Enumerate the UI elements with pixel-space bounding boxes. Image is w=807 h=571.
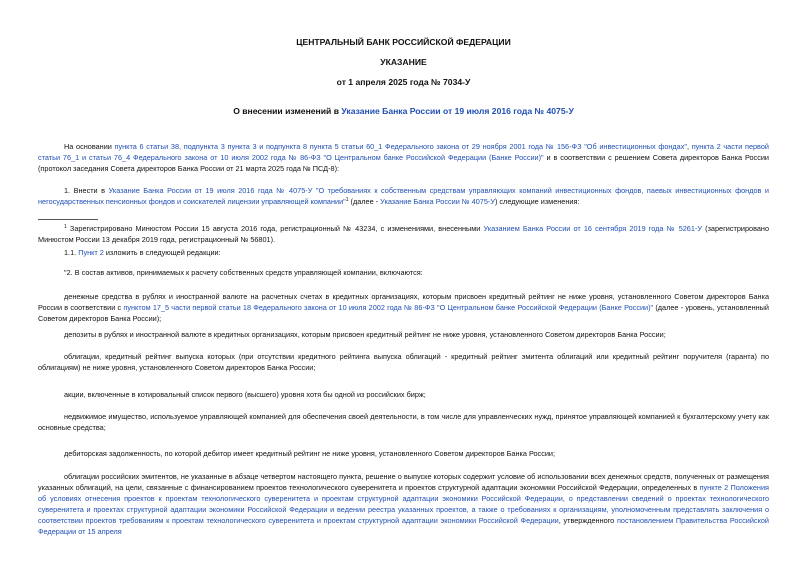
- footnote-ref[interactable]: 1: [345, 197, 349, 203]
- clause-russian-issuers: облигации российских эмитентов, не указанные в абзаце четвертом настоящего пункта, решение о выпуске которых содержит условие об использовании всех денежных средств, полученных от размещения указанных облигаций, на цели, связанные с финансированием проектов технологического суверенитета и проектов структурной адаптации экономики Российской Федерации, определенных в пункте 2 Положения об условиях отнесения проектов к проектам технологического суверенитета и проектам структурной адаптации экономики Российской Федерации, о представлении сведений о проектах технологического суверенитета и проектах структурной адаптации экономики Российской Федерации и ведении реестра указанных проектов, а также о требованиях к организациям, уполномоченным представлять заключения о соответствии проектов требованиям к проектам технологического суверенитета и проектам структурной адаптации экономики Российской Федерации, утвержденного постановлением Правительства Российской Федерации от 15 апреля: [38, 472, 769, 536]
- basis-paragraph: На основании пункта 6 статьи 38, подпункта 3 пункта 3 и подпункта 8 пункта 5 статьи 60_1 Федерального закона от 29 ноября 2001 года № 156-ФЗ "Об инвестиционных фондах", пункта 2 части первой статьи 76_1 и статьи 76_4 Федерального закона от 10 июля 2002 года № 86-ФЗ "О Центральном банке Российской Федерации (Банке России)" и в соответствии с решением Совета директоров Банка России (протокол заседания Совета директоров Банка России от 21 марта 2025 года № ПСД-8):: [38, 142, 769, 173]
- law-156-fz-link[interactable]: пункта 6 статьи 38, подпункта 3 пункта 3 и подпункта 8 пункта 5 статьи 60_1 Федерального закона от 29 ноября 2001 года № 156-ФЗ "Об инвестиционных фондах": [114, 142, 687, 151]
- item-1-paragraph: 1. Внести в Указание Банка России от 19 июля 2016 года № 4075-У "О требованиях к собственным средствам управляющих компаний инвестиционных фондов, паевых инвестиционных фондов и негосударственных пенсионных фондов и соискателей лицензии управляющей компании"$^1$ (далее - Указание Банка России № 4075-У) следующие изменения:: [38, 186, 769, 206]
- footnote-divider: [38, 219, 98, 220]
- point-2-intro: "2. В состав активов, принимаемых к расчету собственных средств управляющей компании, включаются:: [64, 268, 423, 277]
- law-86-fz-link[interactable]: пункта 2 части первой статьи 76_1 и статьи 76_4 Федерального закона от 10 июля 2002 года № 86-ФЗ "О Центральном банке Российской Федерации (Банке России)": [38, 142, 769, 162]
- document-type: УКАЗАНИЕ: [380, 57, 427, 67]
- title-link[interactable]: Указание Банка России от 19 июля 2016 года № 4075-У: [341, 106, 574, 116]
- directive-5261-u-link[interactable]: Указанием Банка России от 16 сентября 2019 года № 5261-У: [483, 224, 702, 233]
- clause-shares: акции, включенные в котировальный список первого (высшего) уровня хотя бы одной из российских бирж;: [64, 390, 426, 399]
- directive-4075-u-link[interactable]: Указание Банка России от 19 июля 2016 года № 4075-У "О требованиях к собственным средствам управляющих компаний инвестиционных фондов, паевых инвестиционных фондов и негосударственных пенсионных фондов и соискателей лицензии управляющей компании": [38, 186, 769, 206]
- footnote: $^1$ Зарегистрировано Минюстом России 15 августа 2016 года, регистрационный № 43234, с изменениями, внесенными Указанием Банка России от 16 сентября 2019 года № 5261-У (зарегистрировано Минюстом России 13 декабря 2019 года, регистрационный № 56801).: [38, 224, 770, 244]
- clause-receivables: дебиторская задолженность, по которой дебитор имеет кредитный рейтинг не ниже уровня, установленного Советом директоров Банка России;: [64, 449, 556, 458]
- document-date-number: от 1 апреля 2025 года № 7034-У: [336, 77, 471, 87]
- clause-deposits: депозиты в рублях и иностранной валюте в кредитных организациях, которым присвоен кредитный рейтинг не ниже уровня, установленного Советом директоров Банка России;: [64, 330, 666, 339]
- point-2-link[interactable]: Пункт 2: [78, 248, 104, 257]
- clause-real-estate: недвижимое имущество, используемое управляющей компанией для обеспечения своей деятельности, в том числе для управленческих нужд, принятое управляющей компанией к бухгалтерскому учету как основные средства;: [38, 412, 769, 432]
- directive-4075-u-short-link[interactable]: Указание Банка России № 4075-У: [380, 197, 495, 206]
- law-86-fz-article-18-link[interactable]: пунктом 17_5 части первой статьи 18 Федерального закона от 10 июля 2002 года № 86-ФЗ "О Центральном банке Российской Федерации (Банке России)": [123, 303, 654, 312]
- issuer-title: ЦЕНТРАЛЬНЫЙ БАНК РОССИЙСКОЙ ФЕДЕРАЦИИ: [296, 37, 511, 47]
- item-1-1-paragraph: 1.1. Пункт 2 изложить в следующей редакции:: [64, 248, 221, 257]
- regulation-point-2-link[interactable]: пункте 2 Положения об условиях отнесения проектов к проектам технологического суверенитета и проектам структурной адаптации экономики Российской Федерации, о представлении сведений о проектах технологического суверенитета и проектах структурной адаптации экономики Российской Федерации и ведении реестра указанных проектов, а также о требованиях к организациям, уполномоченным представлять заключения о соответствии проектов требованиям к проектам технологического суверенитета и проектам структурной адаптации экономики Российской Федерации: [38, 483, 769, 525]
- clause-bonds: облигации, кредитный рейтинг выпуска которых (при отсутствии кредитного рейтинга выпуска облигаций - кредитный рейтинг эмитента облигаций или кредитный рейтинг поручителя (гаранта) по облигациям) не ниже уровня, установленного Советом директоров Банка России;: [38, 352, 769, 372]
- document-title: О внесении изменений в Указание Банка России от 19 июля 2016 года № 4075-У: [233, 106, 574, 116]
- government-resolution-link[interactable]: постановлением Правительства Российской Федерации от 15 апреля: [38, 516, 769, 536]
- clause-money: денежные средства в рублях и иностранной валюте на расчетных счетах в кредитных организациях, которым присвоен кредитный рейтинг не ниже уровня, установленного Советом директоров Банка России в соответствии с пунктом 17_5 части первой статьи 18 Федерального закона от 10 июля 2002 года № 86-ФЗ "О Центральном банке Российской Федерации (Банке России)" (далее - уровень, установленный Советом директоров Банка России);: [38, 292, 769, 323]
